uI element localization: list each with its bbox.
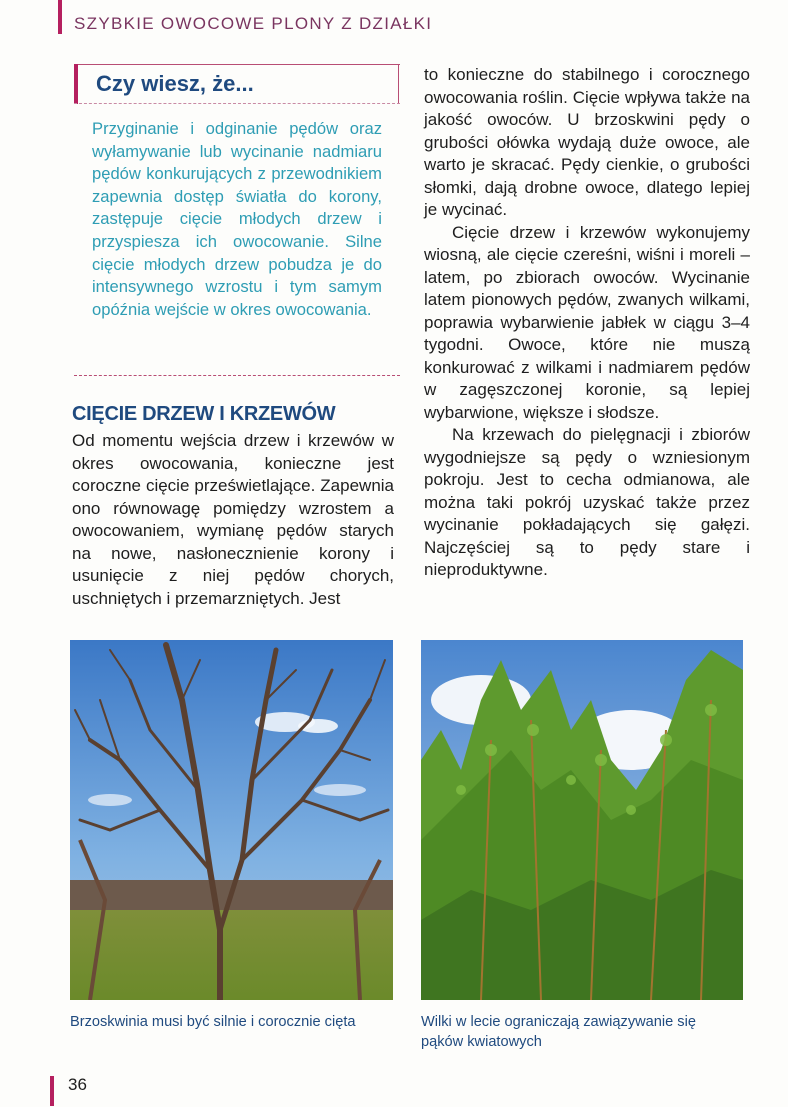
tip-box-accent-bar	[74, 64, 78, 104]
peach-tree-photo	[70, 640, 393, 1000]
tip-box-heading: Czy wiesz, że...	[96, 71, 254, 96]
tip-box-text: Przyginanie i odginanie pędów oraz wyłamywanie lub wycinanie nadmiaru pędów konkurujących z przewodnikiem zapewnia dostęp światła do korony, zastępuje cięcie młodych drzew i przyspiesza ich owocowanie. Silne cięcie młodych drzew pobudza je do intensywnego wzrostu i tym samym opóźnia wejście w okres owocowania.	[92, 119, 382, 319]
running-title: SZYBKIE OWOCOWE PLONY Z DZIAŁKI	[74, 14, 433, 33]
right-paragraph-3: Na krzewach do pielęgnacji i zbiorów wygodniejsze są pędy o wzniesionym pokroju. Jest to cecha odmianowa, ale można taki pokrój uzyskać także przez wycinanie pokładających się gałęzi. Najczęściej są to pędy stare i nieproduktywne.	[424, 425, 750, 579]
water-sprouts-photo	[421, 640, 743, 1000]
page-number: 36	[68, 1075, 87, 1094]
right-paragraph-1: to konieczne do stabilnego i corocznego owocowania roślin. Cięcie wpływa także na jakość owoców. U brzoskwini pędy o grubości ołówka wydają duże owoce, ale warto je skracać. Pędy cienkie, o grubości słomki, dają drobne owoce, dlatego lepiej je wycinać.	[424, 65, 750, 219]
footer-accent-bar	[50, 1076, 54, 1106]
right-paragraph-2: Cięcie drzew i krzewów wykonujemy wiosną, ale cięcie czereśni, wiśni i moreli – latem, po zbiorach owoców. Wycinanie latem pionowych pędów, zwanych wilkami, poprawia wybarwienie jabłek w ciągu 3–4 tygodni. Owoce, które nie muszą konkurować z wilkami i nadmiarem pędów w zagęszczonej koronie, są lepiej wybarwione, większe i słodsze.	[424, 222, 750, 422]
figure-2-caption: Wilki w lecie ograniczają zawiązywanie się pąków kwiatowych	[421, 1014, 696, 1050]
tip-box-body	[92, 118, 382, 321]
tip-box-bottom-rule	[74, 375, 400, 376]
tip-box-right-rule	[398, 64, 399, 104]
left-column	[72, 430, 394, 610]
figure-1-caption: Brzoskwinia musi być silnie i corocznie cięta	[70, 1014, 356, 1030]
header-accent-bar	[58, 0, 62, 34]
section-heading: CIĘCIE DRZEW I KRZEWÓW	[72, 403, 336, 425]
left-paragraph: Od momentu wejścia drzew i krzewów w okres owocowania, konieczne jest coroczne cięcie prześwietlające. Zapewnia ono równowagę pomiędzy wzrostem a owocowaniem, wymianę pędów starych na nowe, nasłonecznienie korony i usunięcie z niej pędów chorych, uschniętych i przemarzniętych. Jest	[72, 431, 394, 608]
tip-box-heading-rule	[74, 103, 400, 104]
right-column	[424, 64, 750, 582]
tip-box-top-rule	[74, 64, 400, 65]
